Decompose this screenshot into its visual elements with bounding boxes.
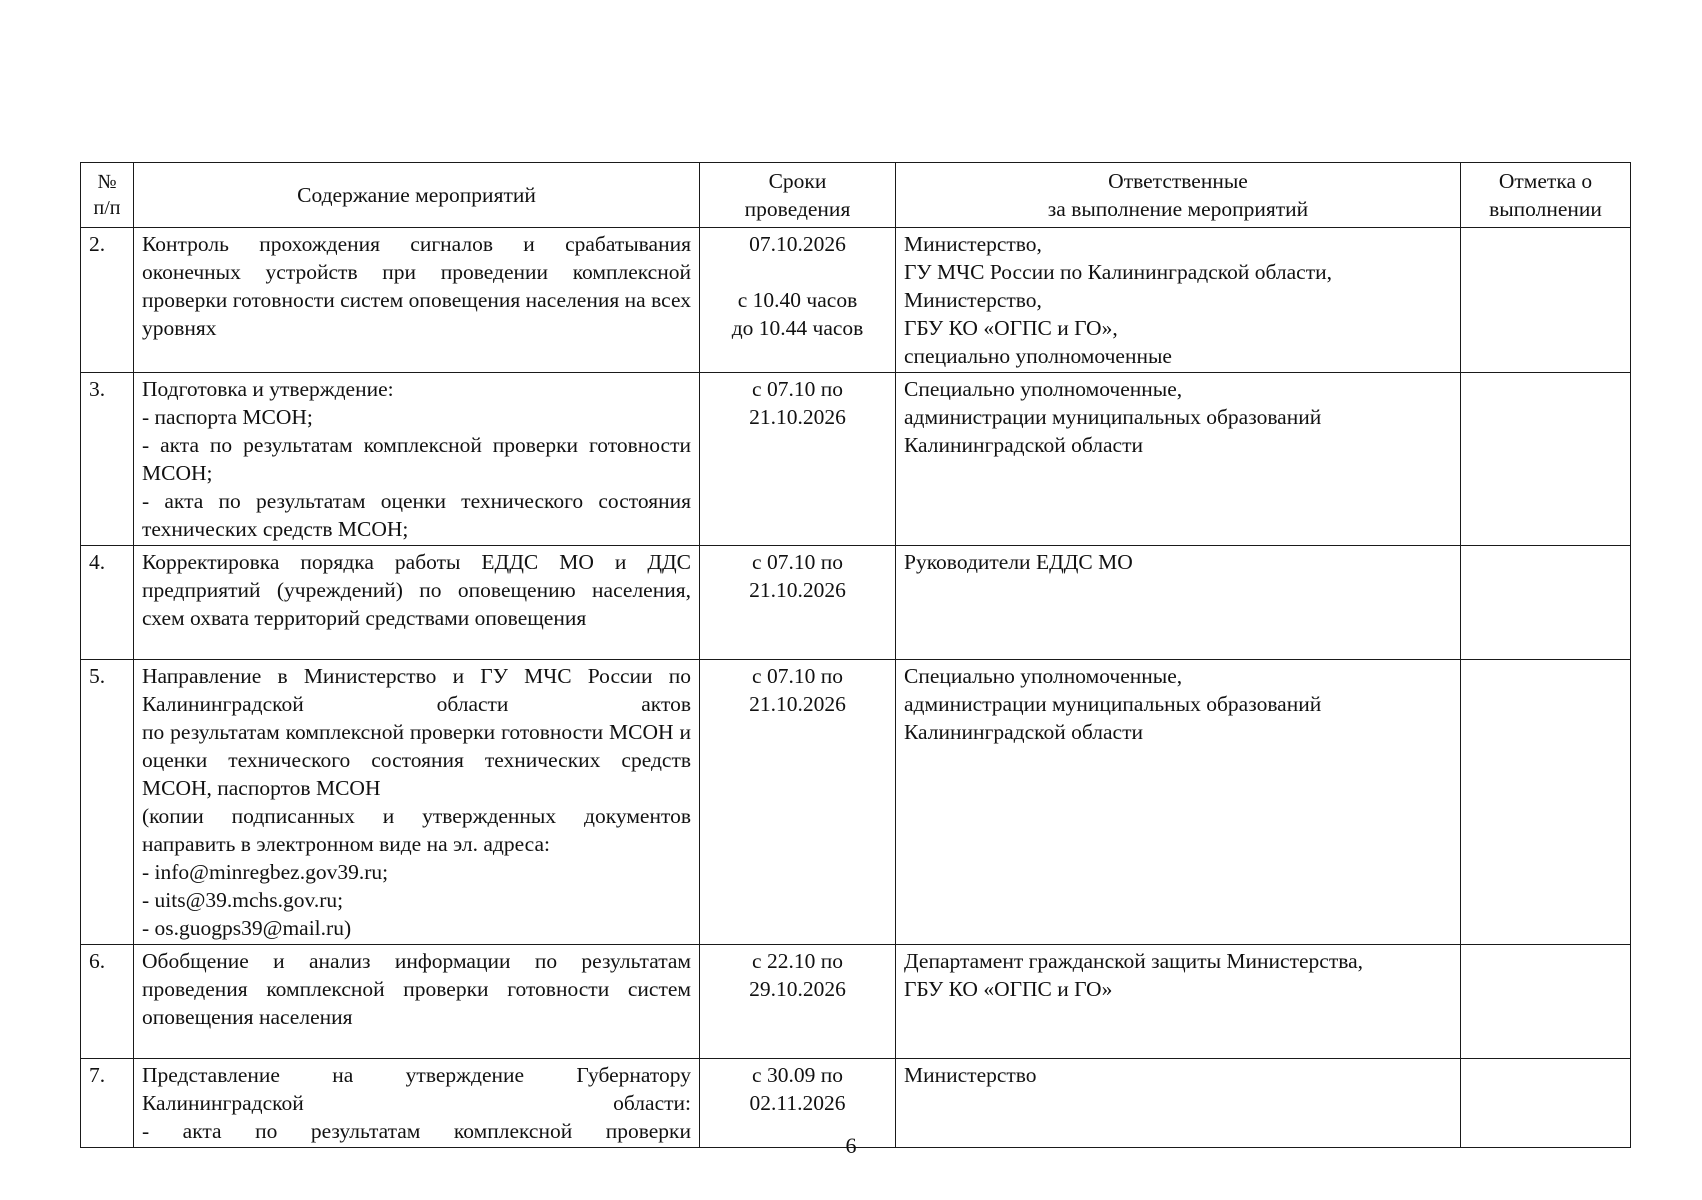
row-mark: [1461, 546, 1631, 660]
header-responsible: Ответственные за выполнение мероприятий: [896, 163, 1461, 228]
header-dates: Сроки проведения: [700, 163, 896, 228]
table-row: [81, 546, 1631, 660]
row-responsible: Специально уполномоченные, администрации муниципальных образований Калининградской области: [896, 373, 1461, 546]
row-mark: [1461, 660, 1631, 945]
table-row: [81, 660, 1631, 945]
table-row: [81, 228, 1631, 373]
row-content: Направление в Министерство и ГУ МЧС России по Калининградской области актов по результатам комплексной проверки готовности МСОН и оценки технического состояния технических средств МСОН, паспортов МСОН (копии подписанных и утвержденных документов направить в электронном виде на эл. адреса: - info@minregbez.gov39.ru; - uits@39.mchs.gov.ru; - os.guogps39@mail.ru): [134, 660, 700, 945]
row-responsible: Министерство, ГУ МЧС России по Калининградской области, Министерство, ГБУ КО «ОГПС и ГО», специально уполномоченные: [896, 228, 1461, 373]
row-number: 3.: [81, 373, 134, 546]
row-responsible: Департамент гражданской защиты Министерства, ГБУ КО «ОГПС и ГО»: [896, 945, 1461, 1059]
row-content: Контроль прохождения сигналов и срабатывания оконечных устройств при проведении комплексной проверки готовности систем оповещения населения на всех уровнях: [134, 228, 700, 373]
row-responsible: Руководители ЕДДС МО: [896, 546, 1461, 660]
row-content: Корректировка порядка работы ЕДДС МО и ДДС предприятий (учреждений) по оповещению населения, схем охвата территорий средствами оповещения: [134, 546, 700, 660]
row-number: 5.: [81, 660, 134, 945]
row-content: Обобщение и анализ информации по результатам проведения комплексной проверки готовности систем оповещения населения: [134, 945, 700, 1059]
table-row: [81, 945, 1631, 1059]
row-dates: 07.10.2026 с 10.40 часов до 10.44 часов: [700, 228, 896, 373]
header-content: Содержание мероприятий: [134, 163, 700, 228]
row-responsible: Специально уполномоченные, администрации муниципальных образований Калининградской области: [896, 660, 1461, 945]
header-number: № п/п: [81, 163, 134, 228]
row-mark: [1461, 373, 1631, 546]
row-content: Подготовка и утверждение: - паспорта МСОН; - акта по результатам комплексной проверки готовности МСОН; - акта по результатам оценки технического состояния технических средств МСОН;: [134, 373, 700, 546]
row-number: 6.: [81, 945, 134, 1059]
row-number: 2.: [81, 228, 134, 373]
header-mark: Отметка о выполнении: [1461, 163, 1631, 228]
row-dates: с 07.10 по 21.10.2026: [700, 546, 896, 660]
row-mark: [1461, 945, 1631, 1059]
row-dates: с 07.10 по 21.10.2026: [700, 660, 896, 945]
table-header-row: [81, 163, 1631, 228]
events-plan-table: [80, 162, 1631, 1148]
page-number: 6: [845, 1133, 857, 1158]
row-number: 4.: [81, 546, 134, 660]
row-content: Представление на утверждение Губернатору Калининградской области: - акта по результатам комплексной проверки: [134, 1059, 700, 1148]
table-row: [81, 373, 1631, 546]
row-mark: [1461, 228, 1631, 373]
row-dates: с 22.10 по 29.10.2026: [700, 945, 896, 1059]
row-dates: с 07.10 по 21.10.2026: [700, 373, 896, 546]
row-number: 7.: [81, 1059, 134, 1148]
row-dates: с 30.09 по 02.11.2026: [700, 1059, 896, 1148]
row-responsible: Министерство: [896, 1059, 1461, 1148]
